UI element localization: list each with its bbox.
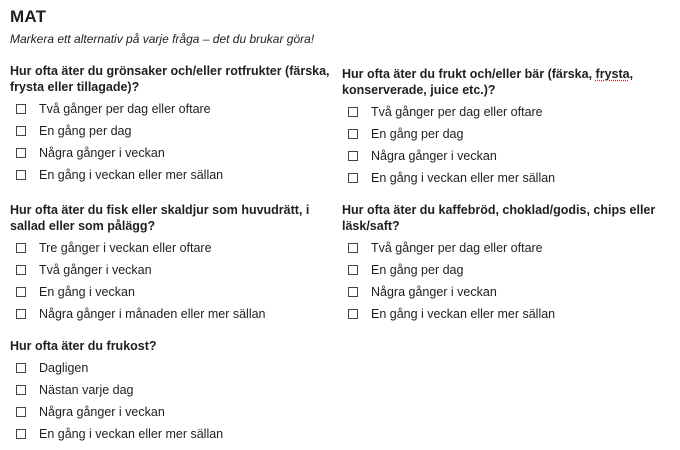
option-label: Några gånger i veckan	[371, 285, 497, 299]
option-row[interactable]	[342, 303, 674, 325]
option-label: En gång i veckan eller mer sällan	[371, 171, 556, 185]
option-label: En gång i veckan eller mer sällan	[371, 307, 556, 321]
option-label: En gång per dag	[39, 124, 132, 138]
checkbox[interactable]	[16, 148, 26, 158]
option-row[interactable]	[342, 281, 674, 303]
checkbox[interactable]	[16, 126, 26, 136]
option-row[interactable]	[10, 281, 342, 303]
question-sweets	[342, 202, 674, 325]
option-row[interactable]	[342, 259, 674, 281]
option-row[interactable]	[342, 123, 674, 145]
option-row[interactable]	[10, 259, 342, 281]
option-label: Nästan varje dag	[39, 383, 134, 397]
checkbox[interactable]	[348, 309, 358, 319]
question-text-part: Hur ofta äter du frukt och/eller bär (färska,	[342, 67, 596, 81]
option-label: Några gånger i veckan	[371, 149, 497, 163]
option-label: Några gånger i veckan	[39, 146, 165, 160]
option-label: Två gånger per dag eller oftare	[371, 241, 543, 255]
option-row[interactable]	[342, 145, 674, 167]
checkbox[interactable]	[348, 107, 358, 117]
option-label: Några gånger i månaden eller mer sällan	[39, 307, 266, 321]
checkbox[interactable]	[348, 151, 358, 161]
option-label: En gång per dag	[371, 263, 464, 277]
option-row[interactable]	[10, 164, 342, 186]
option-row[interactable]	[10, 379, 342, 401]
option-label: En gång i veckan	[39, 285, 135, 299]
option-label: Några gånger i veckan	[39, 405, 165, 419]
checkbox[interactable]	[16, 243, 26, 253]
option-label: Två gånger per dag eller oftare	[39, 102, 211, 116]
option-row[interactable]	[10, 423, 342, 445]
spellcheck-flagged-word: frysta	[595, 67, 630, 81]
option-label: En gång per dag	[371, 127, 464, 141]
option-label: Dagligen	[39, 361, 89, 375]
checkbox[interactable]	[348, 129, 358, 139]
checkbox[interactable]	[16, 265, 26, 275]
option-row[interactable]	[10, 142, 342, 164]
question-text: Hur ofta äter du frukost?	[10, 339, 157, 353]
question-text: Hur ofta äter du fisk eller skaldjur som huvudrätt, i sallad eller som pålägg?	[10, 203, 310, 233]
checkbox[interactable]	[348, 287, 358, 297]
option-label: En gång i veckan eller mer sällan	[39, 168, 224, 182]
question-fish	[10, 202, 342, 325]
checkbox[interactable]	[16, 407, 26, 417]
option-row[interactable]	[342, 237, 674, 259]
page-title: MAT	[10, 7, 47, 26]
option-row[interactable]	[10, 357, 342, 379]
option-row[interactable]	[342, 101, 674, 123]
option-label: Två gånger per dag eller oftare	[371, 105, 543, 119]
question-text	[342, 66, 674, 98]
checkbox[interactable]	[16, 287, 26, 297]
option-row[interactable]	[10, 401, 342, 423]
checkbox[interactable]	[16, 363, 26, 373]
checkbox[interactable]	[16, 385, 26, 395]
checkbox[interactable]	[16, 429, 26, 439]
checkbox[interactable]	[348, 243, 358, 253]
option-row[interactable]	[10, 120, 342, 142]
checkbox[interactable]	[16, 309, 26, 319]
question-text: Hur ofta äter du kaffebröd, choklad/godis, chips eller läsk/saft?	[342, 203, 656, 233]
option-row[interactable]	[10, 98, 342, 120]
instruction-text: Markera ett alternativ på varje fråga – det du brukar göra!	[10, 32, 315, 46]
question-text-part: , konserverade, juice etc.)?	[342, 67, 634, 97]
option-label: Två gånger i veckan	[39, 263, 152, 277]
option-row[interactable]	[10, 303, 342, 325]
question-text: Hur ofta äter du grönsaker och/eller rotfrukter (färska, frysta eller tillagade)?	[10, 64, 330, 94]
question-breakfast	[10, 338, 342, 445]
option-label: En gång i veckan eller mer sällan	[39, 427, 224, 441]
checkbox[interactable]	[348, 173, 358, 183]
checkbox[interactable]	[16, 104, 26, 114]
checkbox[interactable]	[348, 265, 358, 275]
checkbox[interactable]	[16, 170, 26, 180]
question-fruit	[342, 66, 674, 189]
option-row[interactable]	[10, 237, 342, 259]
option-label: Tre gånger i veckan eller oftare	[39, 241, 212, 255]
question-vegetables	[10, 63, 342, 186]
option-row[interactable]	[342, 167, 674, 189]
